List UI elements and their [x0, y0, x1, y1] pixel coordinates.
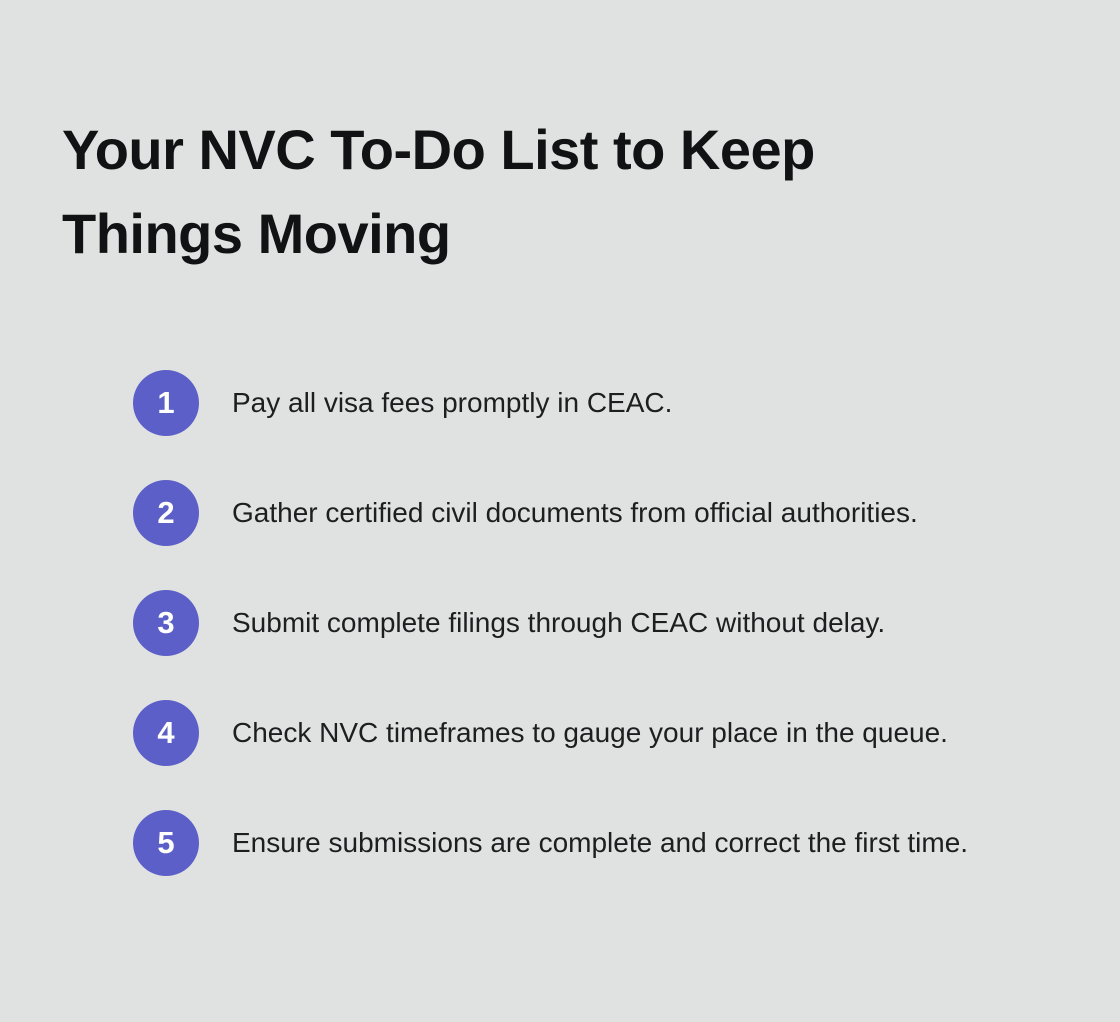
step-number-badge: 4 — [133, 700, 199, 766]
list-item — [133, 700, 1053, 766]
step-number-badge: 2 — [133, 480, 199, 546]
page-title: Your NVC To-Do List to Keep Things Moving — [62, 118, 815, 265]
list-item-text: Gather certified civil documents from official authorities. — [232, 497, 918, 528]
list-item-text: Submit complete filings through CEAC without delay. — [232, 607, 886, 638]
list-item — [133, 480, 1053, 546]
todo-list — [133, 370, 1053, 920]
list-item-text: Ensure submissions are complete and correct the first time. — [232, 827, 969, 858]
step-number-badge: 5 — [133, 810, 199, 876]
list-item — [133, 590, 1053, 656]
list-item — [133, 370, 1053, 436]
step-number-badge: 3 — [133, 590, 199, 656]
list-item-text: Check NVC timeframes to gauge your place in the queue. — [232, 717, 948, 748]
list-item — [133, 810, 1053, 876]
list-item-text: Pay all visa fees promptly in CEAC. — [232, 387, 673, 418]
step-number-badge: 1 — [133, 370, 199, 436]
